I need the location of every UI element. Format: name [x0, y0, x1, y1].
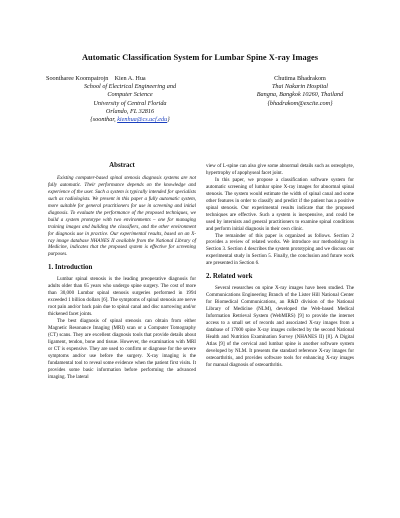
body-paragraph: In this paper, we propose a classification software system for automatic screening of lumbar spine X-ray images for abnormal spinal stenosis. The system would estimate the width of spinal canal and some other features in order to classify and predict if the patient has a positive spinal stenosis. Our experimental results indicate that the proposed techniques are effective. Such a system is inexpensive, and could be used by internists and general practitioners to examine spinal conditions and perform initial diagnosis in their own clinic. — [206, 176, 354, 232]
body-paragraph: Several researches on spine X-ray images have been studied. The Communications Engineering Branch of the Lister Hill National Center for Biomedical Communications, an R&D division of the National Library of Medicine (NLM), developed the Web-based Medical Information Retrieval System (WebMIRS) [9] to provide the internet access to a small set of records and associated X-ray images from a database of 17000 spine X-ray images collected by the second National Health and Nutrition Examination Survey (NHANES II) [8]. A Digital Atlas [9] of the cervical and lumbar spine is another software system developed by NLM. It presents the standard reference X-ray images for osteoarthritis, and provides software tools for enhancing X-ray images for manual diagnosis of osteoarthritis. — [206, 285, 354, 368]
affiliation-line: Thai Nakarin Hospital — [271, 83, 329, 91]
authors-block-left — [40, 75, 220, 124]
author-names: Soontharee Koompairojn Kien A. Hua — [46, 75, 146, 82]
abstract-heading: Abstract — [109, 162, 135, 169]
body-paragraph: Lumbar spinal stenosis is the leading preoperative diagnosis for adults older than 65 years who undergo spine surgery. The cost of more than 30,000 Lumbar spinal stenosis surgeries performed in 1994 exceeded 1 billion dollars [6]. The symptoms of spinal stenosis are nerve root pain and/or back pain due to spinal canal and disc narrowing and/or thickened facet joints. — [48, 276, 196, 318]
email-suffix: } — [167, 116, 170, 124]
left-column — [48, 163, 196, 381]
author-email — [40, 116, 220, 124]
affiliation-line: Bangna, Bangkok 10260, Thailand — [256, 91, 344, 99]
body-paragraph: view of L-spine can also give some abnormal details such as osteophyte, hypertrophy of apophyseal facet joint. — [206, 163, 354, 176]
body-paragraph: The best diagnosis of spinal stenosis can obtain from either Magnetic Resonance Imaging (MRI) scan or a Computer Tomography (CT) scans. They are excellent diagnosis tools that provide details about ligament, tendon, bone and tissue. However, the examination with MRI or CT is expensive. They are used to confirm or diagnose for the severe symptoms and/or use before the surgery. X-ray imaging is the fundamental tool to reveal some evidence when the patient first visits. It provides some basic information before performing the advanced imaging. The lateral — [48, 318, 196, 380]
body-paragraph: The remainder of this paper is organized as follows. Section 2 provides a review of related works. We introduce our methodology in Section 3. Section 4 describes the system prototyping and we discuss our experimental study in Section 5. Finally, the conclusion and future work are presented in Section 6. — [206, 232, 354, 267]
right-column — [206, 163, 354, 369]
section-heading: 2. Related work — [206, 273, 253, 281]
abstract-text: Existing computer-based spinal stenosis diagnosis systems are not fully automatic. Their performance depends on the knowledge and experience of the user. Such a system is typically intended for specialists such as radiologists. We present in this paper a fully automatic system, more suitable for general practitioners for use in screening and initial diagnosis. To evaluate the performance of the proposed techniques, we build a system prototype with two environments – one for managing training images and building the classifiers, and the other environment for diagnosis use in practice. Our experimental results, based on an X-ray image database NHANES II available from the National Library of Medicine, indicates that the proposed system is effective for screening purposes. — [48, 174, 196, 258]
email-link[interactable]: kienhua@cs.ucf.edu — [117, 116, 168, 124]
affiliation-line: Computer Science — [107, 91, 153, 99]
affiliation-line: Orlando, FL 32816 — [105, 107, 155, 115]
affiliation-line: University of Central Florida — [93, 99, 167, 107]
author-email: {bhadrakom@excite.com} — [267, 99, 333, 107]
affiliation-line: School of Electrical Engineering and — [83, 83, 177, 91]
email-prefix: {soonthar, — [90, 116, 118, 124]
section-heading: 1. Introduction — [48, 264, 93, 272]
authors-block-right — [230, 75, 370, 108]
paper-title: Automatic Classification System for Lumbar Spine X-ray Images — [81, 53, 319, 62]
author-name: Chutima Bhadrakom — [274, 75, 326, 82]
